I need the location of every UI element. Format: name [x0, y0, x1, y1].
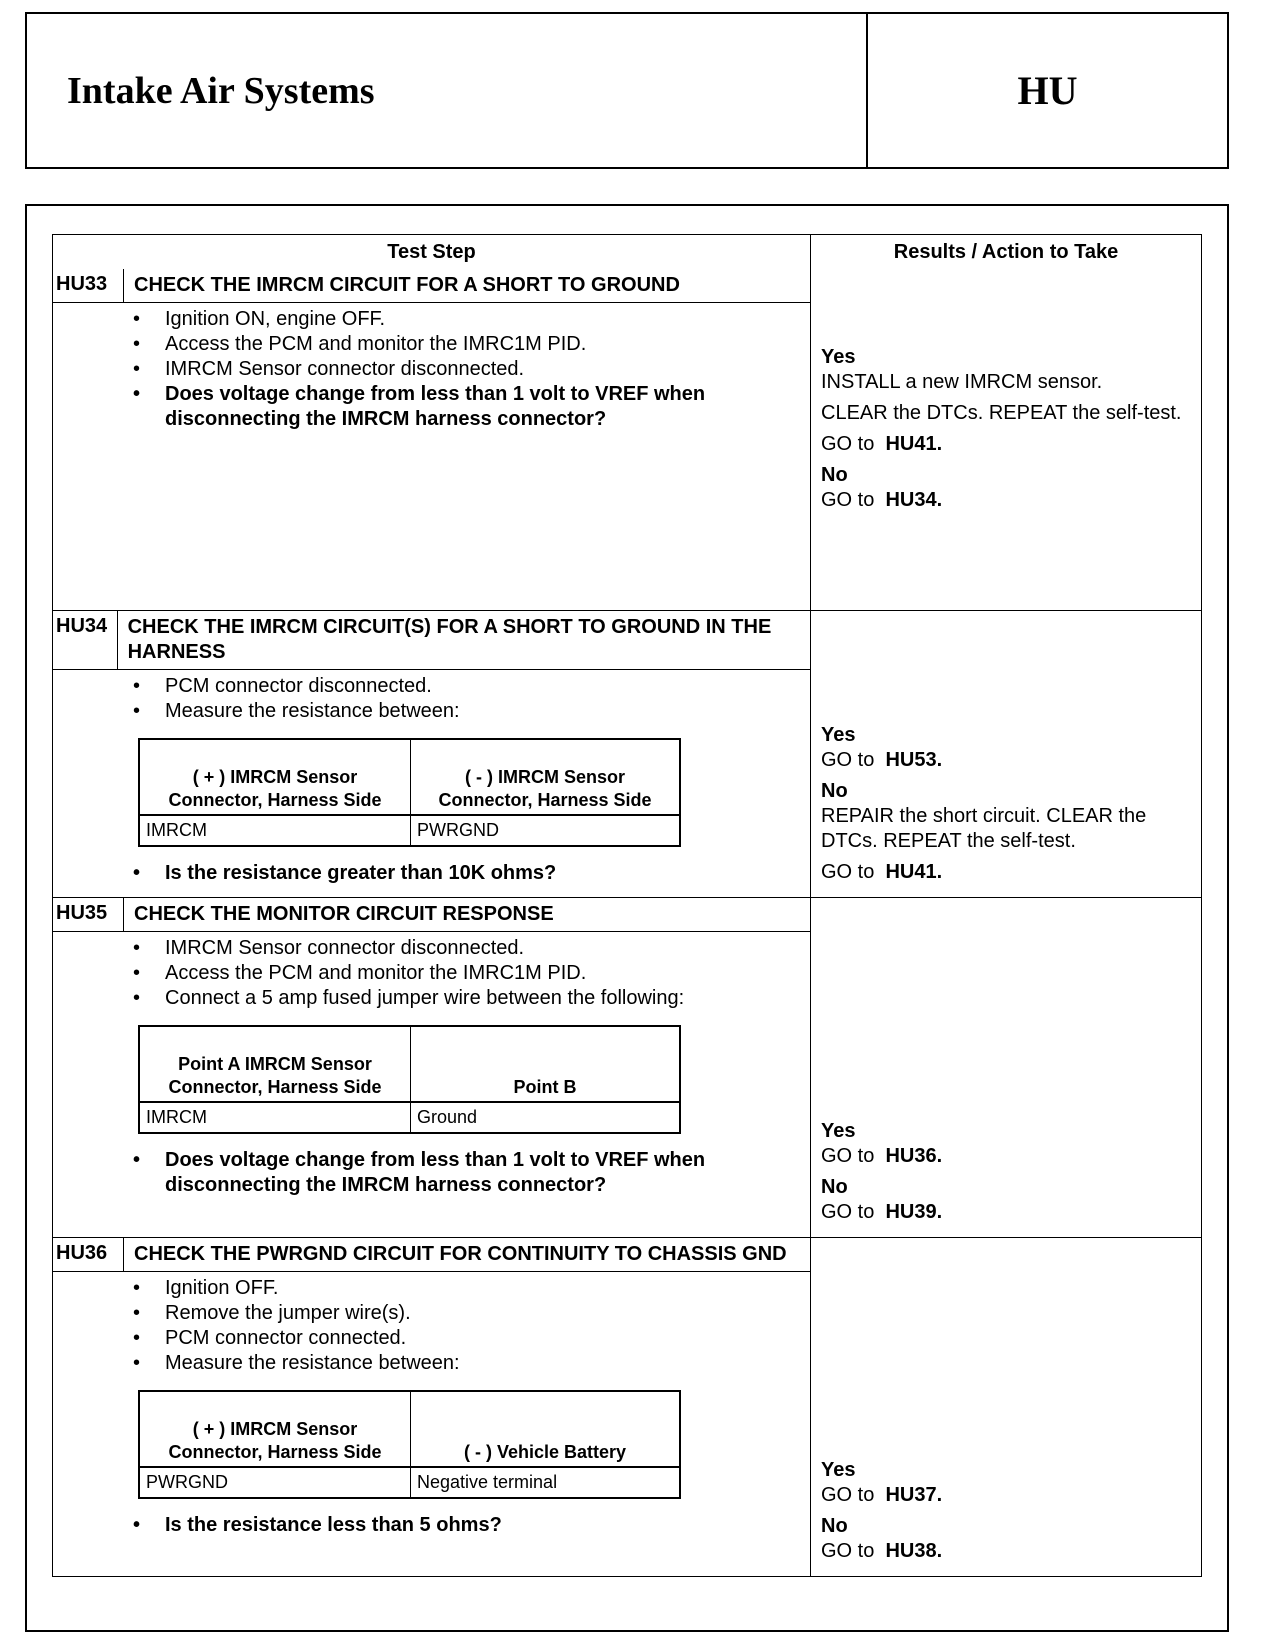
step-results — [811, 269, 1201, 610]
bullet-item: • Ignition ON, engine OFF. — [133, 307, 810, 332]
step-question: • Is the resistance less than 5 ohms? — [133, 1513, 810, 1538]
bullet-item: • Remove the jumper wire(s). — [133, 1301, 810, 1326]
measurement-header-2: ( - ) Vehicle Battery — [410, 1392, 679, 1466]
measurement-header-1: ( + ) IMRCM Sensor Connector, Harness Side — [168, 767, 382, 810]
bullet-item: • IMRCM Sensor connector disconnected. — [133, 936, 810, 961]
result-yes-label: Yes — [821, 724, 856, 746]
measurement-cell-2: Negative terminal — [410, 1468, 679, 1497]
goto-step-link[interactable]: HU36. — [885, 1145, 943, 1167]
result-yes-action: CLEAR the DTCs. REPEAT the self-test. — [821, 402, 1182, 424]
result-no-goto: GO to HU41. — [821, 861, 943, 883]
test-step-row — [53, 610, 1201, 897]
measurement-cell-2: PWRGND — [410, 816, 679, 845]
step-title: CHECK THE MONITOR CIRCUIT RESPONSE — [134, 903, 554, 925]
column-header-test-step: Test Step — [53, 235, 811, 269]
step-id: HU33 — [53, 269, 124, 302]
measurement-header-1: ( + ) IMRCM Sensor Connector, Harness Side — [168, 1419, 382, 1462]
step-question: • Does voltage change from less than 1 volt to VREF when disconnecting the IMRCM harness connector? — [133, 382, 810, 432]
measurement-header-2: Point B — [410, 1027, 679, 1101]
measurement-header-2: ( - ) IMRCM Sensor Connector, Harness Side — [410, 740, 679, 814]
step-title: CHECK THE PWRGND CIRCUIT FOR CONTINUITY TO CHASSIS GND — [134, 1243, 787, 1265]
result-no-label: No — [821, 1515, 848, 1537]
section-code: HU — [1017, 68, 1078, 113]
test-step-row — [53, 269, 1201, 610]
result-yes-label: Yes — [821, 1459, 856, 1481]
result-no-action: REPAIR the short circuit. CLEAR the DTCs. REPEAT the self-test. — [821, 805, 1147, 852]
test-step-table — [52, 234, 1202, 1577]
bullet-item: • Measure the resistance between: — [133, 699, 810, 724]
measurement-table — [138, 1390, 681, 1499]
bullet-item: • IMRCM Sensor connector disconnected. — [133, 357, 810, 382]
bullet-item: • Access the PCM and monitor the IMRC1M PID. — [133, 332, 810, 357]
measurement-table — [138, 1025, 681, 1134]
column-header-results: Results / Action to Take — [893, 240, 1119, 263]
measurement-table — [138, 738, 681, 847]
step-title: CHECK THE IMRCM CIRCUIT FOR A SHORT TO GROUND — [134, 274, 680, 296]
goto-step-link[interactable]: HU39. — [885, 1201, 943, 1223]
bullet-item: • PCM connector disconnected. — [133, 674, 810, 699]
measurement-cell-1: PWRGND — [146, 1472, 228, 1492]
measurement-header-1: Point A IMRCM Sensor Connector, Harness Side — [168, 1054, 382, 1097]
bullet-item: • Measure the resistance between: — [133, 1351, 810, 1376]
measurement-cell-1: IMRCM — [146, 1107, 207, 1127]
section-title: Intake Air Systems — [27, 14, 868, 167]
goto-step-link[interactable]: HU38. — [885, 1540, 943, 1562]
result-no-label: No — [821, 1176, 848, 1198]
result-yes-goto: GO to HU41. — [821, 433, 943, 455]
result-yes-label: Yes — [821, 1120, 856, 1142]
goto-step-link[interactable]: HU34. — [885, 489, 943, 511]
result-yes-goto: GO to HU36. — [821, 1145, 943, 1167]
result-no-label: No — [821, 780, 848, 802]
measurement-cell-2: Ground — [410, 1103, 679, 1132]
goto-step-link[interactable]: HU37. — [885, 1484, 943, 1506]
step-results — [811, 898, 1201, 1237]
result-no-goto: GO to HU38. — [821, 1540, 943, 1562]
result-yes-goto: GO to HU53. — [821, 749, 943, 771]
bullet-item: • Access the PCM and monitor the IMRC1M PID. — [133, 961, 810, 986]
step-question: • Does voltage change from less than 1 volt to VREF when disconnecting the IMRCM harness connector? — [133, 1148, 810, 1198]
result-no-goto: GO to HU39. — [821, 1201, 943, 1223]
bullet-item: • Connect a 5 amp fused jumper wire between the following: — [133, 986, 810, 1011]
goto-step-link[interactable]: HU41. — [885, 433, 943, 455]
step-results — [811, 611, 1201, 897]
table-header-row — [53, 235, 1201, 269]
bullet-item: • PCM connector connected. — [133, 1326, 810, 1351]
step-id: HU35 — [53, 898, 124, 931]
test-step-row — [53, 1237, 1201, 1576]
step-id: HU36 — [53, 1238, 124, 1271]
page-header — [25, 12, 1229, 169]
goto-step-link[interactable]: HU41. — [885, 861, 943, 883]
result-yes-label: Yes — [821, 346, 856, 368]
step-question: • Is the resistance greater than 10K ohms? — [133, 861, 810, 886]
step-title: CHECK THE IMRCM CIRCUIT(S) FOR A SHORT TO GROUND IN THE HARNESS — [127, 616, 772, 663]
result-no-label: No — [821, 464, 848, 486]
test-step-row — [53, 897, 1201, 1237]
step-id: HU34 — [53, 611, 118, 669]
result-yes-action: INSTALL a new IMRCM sensor. — [821, 371, 1103, 393]
step-results — [811, 1238, 1201, 1576]
result-yes-goto: GO to HU37. — [821, 1484, 943, 1506]
goto-step-link[interactable]: HU53. — [885, 749, 943, 771]
measurement-cell-1: IMRCM — [146, 820, 207, 840]
bullet-item: • Ignition OFF. — [133, 1276, 810, 1301]
result-no-goto: GO to HU34. — [821, 489, 943, 511]
